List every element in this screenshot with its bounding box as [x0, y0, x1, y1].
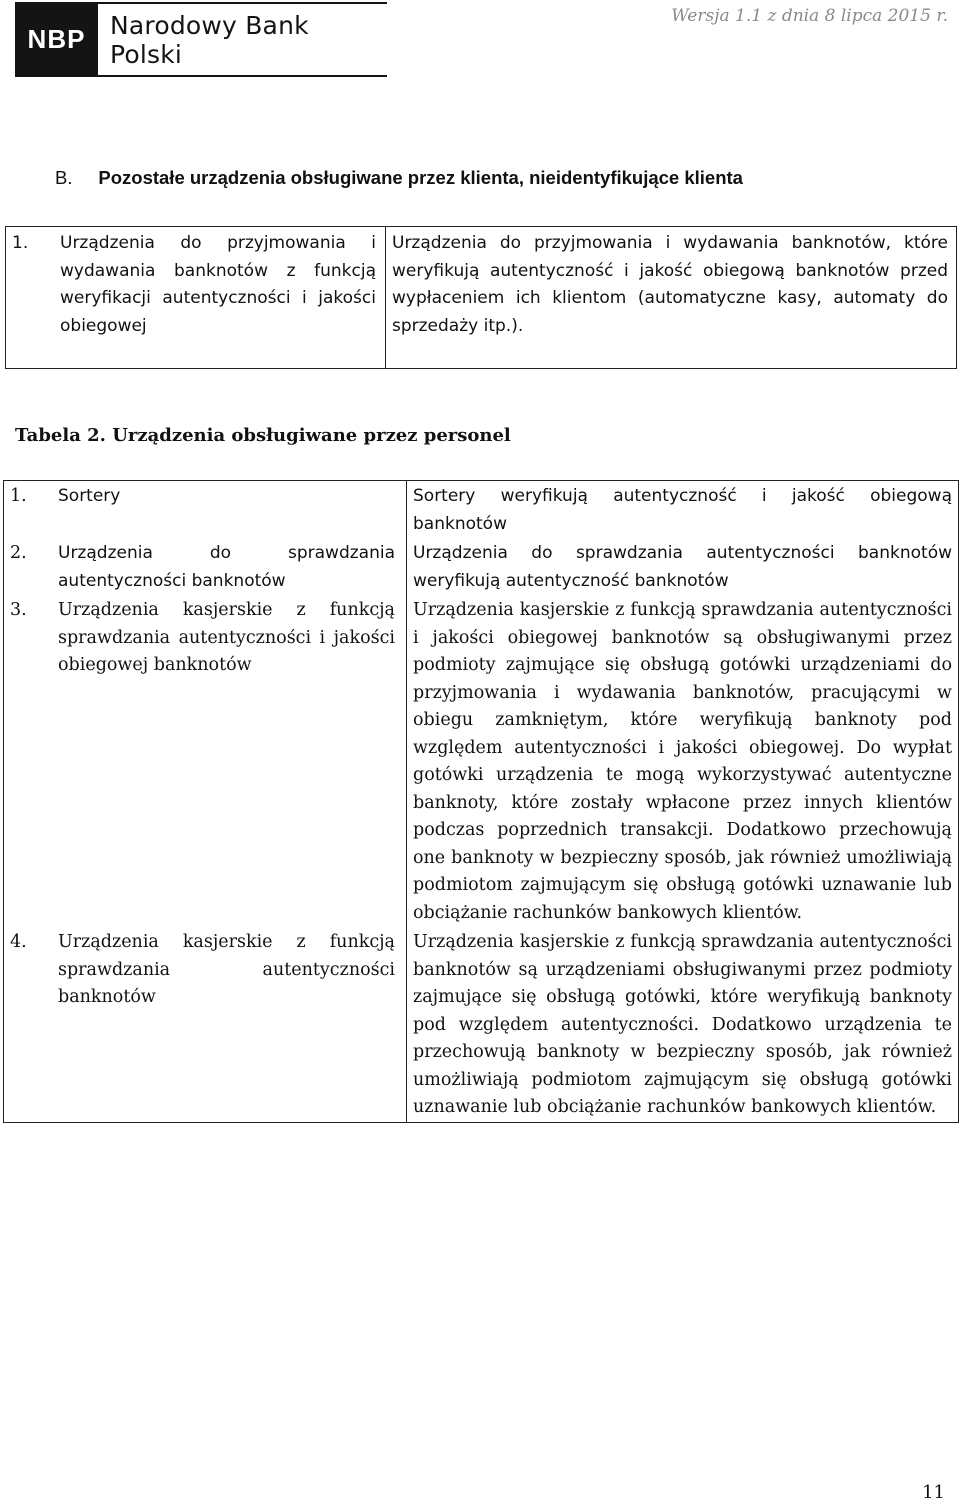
row-number: 4.	[10, 932, 27, 952]
logo-bank-name: Narodowy Bank Polski	[98, 2, 387, 77]
device-name: Urządzenia kasjerskie z funkcją sprawdzania autentyczności i jakości obiegowej banknotów	[58, 600, 395, 675]
logo-abbreviation: NBP	[15, 2, 98, 77]
device-name: Sortery	[58, 486, 121, 506]
row-number: 2.	[10, 543, 27, 563]
client-devices-table	[5, 226, 957, 369]
device-description: Sortery weryfikują autentyczność i jakość obiegową banknotów	[407, 481, 959, 539]
device-name-cell	[4, 927, 407, 1122]
device-name: Urządzenia do przyjmowania i wydawania banknotów z funkcją weryfikacji autentyczności i jakości obiegowej	[60, 233, 376, 336]
device-description: Urządzenia kasjerskie z funkcją sprawdzania autentyczności banknotów są urządzeniami obsługiwanymi przez podmioty zajmujące się obsługą gotówki, które weryfikują banknoty pod względem autentyczności. Dodatkowo urządzenia te przechowują banknoty w bezpieczny sposób, jak również umożliwiają podmiotom zajmującym się obsługą gotówki uznawanie lub obciążanie rachunków bankowych klientów.	[407, 927, 959, 1122]
document-version: Wersja 1.1 z dnia 8 lipca 2015 r.	[671, 6, 948, 26]
staff-devices-table	[3, 480, 959, 1123]
table-row	[4, 538, 959, 595]
section-letter: B.	[55, 167, 73, 188]
table-row	[4, 595, 959, 927]
device-description: Urządzenia kasjerskie z funkcją sprawdzania autentyczności i jakości obiegowej banknotów są obsługiwanymi przez podmioty zajmujące się obsługą gotówki urządzeniami do przyjmowania i wydawania banknotów, pracującymi w obiegu zamkniętym, które weryfikują banknoty pod względem autentyczności i jakości obiegowej. Do wypłat gotówki urządzenia te mogą wykorzystywać autentyczne banknoty, które zostały wpłacone przez innych klientów podczas poprzednich transakcji. Dodatkowo przechowują one banknoty w bezpieczny sposób, jak również umożliwiają podmiotom zajmującym się obsługą gotówki uznawanie lub obciążanie rachunków bankowych klientów.	[407, 595, 959, 927]
device-name-cell	[4, 538, 407, 595]
table-row	[4, 927, 959, 1122]
device-name: Urządzenia kasjerskie z funkcją sprawdzania autentyczności banknotów	[58, 932, 395, 1007]
table-row	[6, 227, 957, 369]
device-name-cell	[6, 227, 386, 369]
row-number: 1.	[10, 486, 27, 506]
row-number: 3.	[10, 600, 27, 620]
section-title: Pozostałe urządzenia obsługiwane przez klienta, nieidentyfikujące klienta	[98, 167, 743, 188]
device-name-cell	[4, 481, 407, 539]
table-caption: Tabela 2. Urządzenia obsługiwane przez personel	[15, 425, 511, 446]
row-number: 1.	[12, 233, 29, 253]
device-name: Urządzenia do sprawdzania autentyczności banknotów	[58, 543, 395, 591]
nbp-logo	[15, 2, 387, 77]
device-description: Urządzenia do przyjmowania i wydawania banknotów, które weryfikują autentyczność i jakość obiegową banknotów przed wypłaceniem ich klientom (automatyczne kasy, automaty do sprzedaży itp.).	[386, 227, 957, 369]
page-number: 11	[922, 1482, 945, 1503]
section-heading	[55, 167, 743, 189]
table-row	[4, 481, 959, 539]
device-description: Urządzenia do sprawdzania autentyczności banknotów weryfikują autentyczność banknotów	[407, 538, 959, 595]
device-name-cell	[4, 595, 407, 927]
